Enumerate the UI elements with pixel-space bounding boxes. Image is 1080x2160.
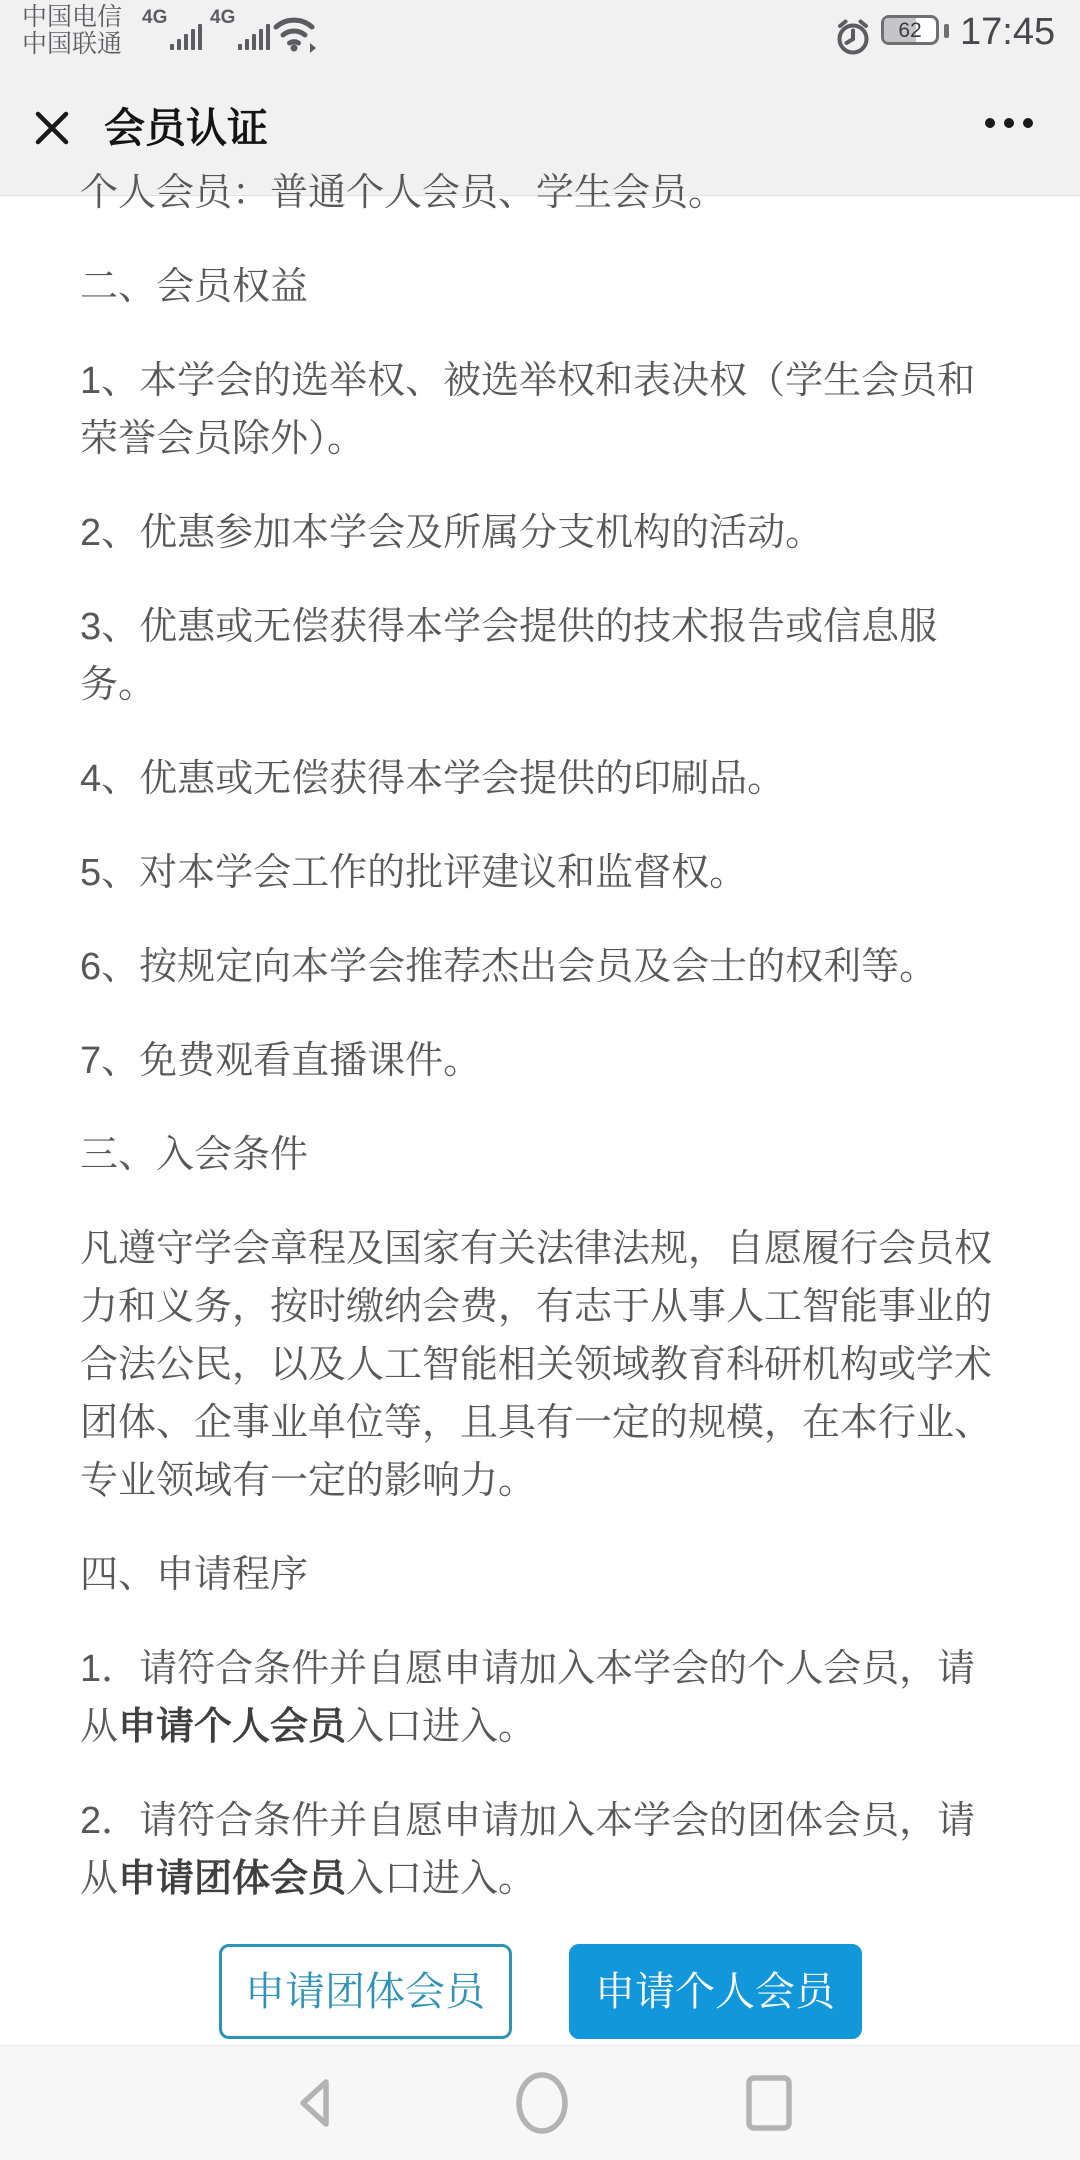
section-heading-benefits: 二、会员权益 [80, 266, 309, 308]
wifi-extra-indicator [310, 43, 316, 53]
carrier-1-label: 中国电信 [22, 3, 123, 31]
battery-nub [944, 24, 949, 38]
benefit-item: 6、按规定向本学会推荐杰出会员及会士的权利等。 [80, 946, 938, 988]
signal-group-1 [142, 8, 202, 50]
status-time: 17:45 [960, 11, 1056, 53]
procedure-text: 2．请符合条件并自愿申请加入本学会的团体会员，请从 [80, 1800, 976, 1900]
procedure-item-personal [80, 1640, 1000, 1756]
back-icon[interactable] [291, 2075, 335, 2131]
more-menu-icon[interactable] [985, 118, 1033, 128]
signal-bars-icon [238, 23, 270, 50]
battery-level: 62 [898, 18, 922, 42]
procedure-item-group [80, 1792, 1000, 1908]
network-type-badge-2: 4G [210, 7, 236, 28]
benefit-item: 5、对本学会工作的批评建议和监督权。 [80, 852, 748, 894]
signal-bars-icon [170, 23, 202, 50]
home-icon[interactable] [515, 2071, 569, 2135]
android-nav-bar [0, 2045, 1080, 2160]
conditions-paragraph: 凡遵守学会章程及国家有关法律法规，自愿履行会员权力和义务，按时缴纳会费，有志于从事人工智能事业的合法公民，以及人工智能相关领域教育科研机构或学术团体、企事业单位等，且具有一定的规模，在本行业、专业领域有一定的影响力。 [80, 1228, 993, 1502]
procedure-text: 1．请符合条件并自愿申请加入本学会的个人会员，请从 [80, 1648, 976, 1748]
carrier-labels [22, 4, 122, 58]
wifi-icon [272, 10, 320, 54]
alarm-icon [833, 17, 873, 57]
procedure-bold-personal: 申请个人会员 [118, 1706, 347, 1748]
network-type-badge-1: 4G [142, 7, 168, 28]
apply-personal-button[interactable]: 申请个人会员 [569, 1944, 862, 2039]
benefit-item: 2、优惠参加本学会及所属分支机构的活动。 [80, 512, 824, 554]
benefit-item: 3、优惠或无偿获得本学会提供的技术报告或信息服务。 [80, 606, 938, 706]
close-icon[interactable] [30, 106, 74, 150]
clipped-top-line: 个人会员：普通个人会员、学生会员。 [80, 172, 727, 214]
section-heading-conditions: 三、入会条件 [80, 1134, 309, 1176]
section-heading-procedure: 四、申请程序 [80, 1554, 309, 1596]
benefit-item: 1、本学会的选举权、被选举权和表决权（学生会员和荣誉会员除外）。 [80, 360, 976, 460]
membership-article [0, 172, 1080, 2045]
apply-group-button[interactable]: 申请团体会员 [219, 1944, 512, 2039]
benefit-item: 4、优惠或无偿获得本学会提供的印刷品。 [80, 758, 786, 800]
procedure-text: 入口进入。 [346, 1858, 537, 1900]
signal-group-2 [210, 8, 270, 50]
benefit-item: 7、免费观看直播课件。 [80, 1040, 482, 1082]
recents-icon[interactable] [744, 2073, 794, 2133]
apply-button-row [80, 1944, 1000, 2039]
procedure-bold-group: 申请团体会员 [118, 1858, 347, 1900]
page-title: 会员认证 [104, 105, 268, 151]
battery-icon [881, 15, 939, 45]
status-bar [0, 0, 1080, 60]
carrier-2-label: 中国联通 [22, 30, 123, 58]
procedure-text: 入口进入。 [346, 1706, 537, 1748]
